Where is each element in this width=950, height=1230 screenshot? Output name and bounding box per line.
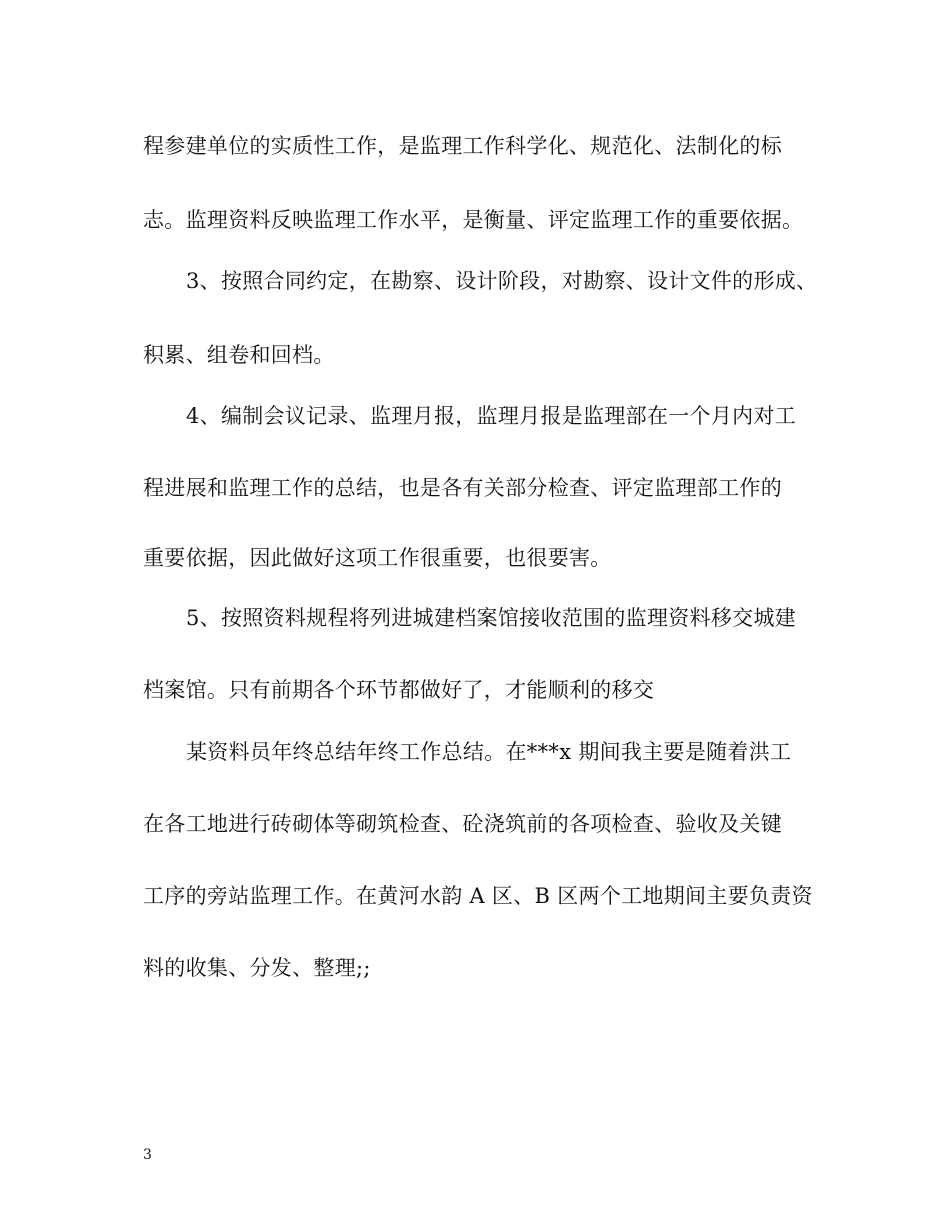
text-line: 重要依据，因此做好这项工作很重要，也很要害。 [143,546,612,570]
text-line: 程进展和监理工作的总结，也是各有关部分检查、评定监理部工作的 [143,476,782,500]
text-line: 工序的旁站监理工作。在黄河水韵 A 区、B 区两个工地期间主要负责资 [143,884,813,908]
text-line: 档案馆。只有前期各个环节都做好了，才能顺利的移交 [143,678,655,702]
text-line: 志。监理资料反映监理工作水平，是衡量、评定监理工作的重要依据。 [143,208,804,232]
text-line: 某资料员年终总结年终工作总结。在***x 期间我主要是随着洪工 [186,740,792,764]
text-line: 5、按照资料规程将列进城建档案馆接收范围的监理资料移交城建 [186,606,797,630]
text-line: 3、按照合同约定，在勘察、设计阶段，对勘察、设计文件的形成、 [186,269,818,293]
text-line: 程参建单位的实质性工作，是监理工作科学化、规范化、法制化的标 [143,134,782,158]
text-line: 积累、组卷和回档。 [143,343,335,367]
text-line: 料的收集、分发、整理;; [143,956,371,980]
text-line: 在各工地进行砖砌体等砌筑检查、砼浇筑前的各项检查、验收及关键 [143,812,782,836]
text-line: 4、编制会议记录、监理月报，监理月报是监理部在一个月内对工 [186,404,797,428]
page-number: 3 [143,1147,152,1163]
